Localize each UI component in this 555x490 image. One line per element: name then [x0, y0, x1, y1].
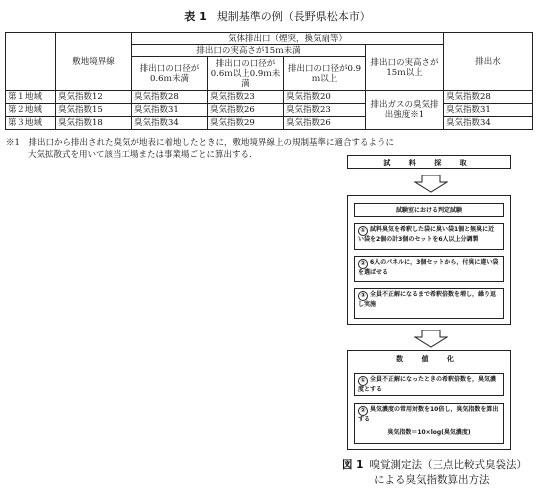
- figure-caption: [342, 458, 552, 488]
- footnote-line2: 大気拡散式を用いて該当工場または事業場ごとに算出する.: [28, 150, 252, 160]
- step-text: 6人のパネルに，3個セットから，付臭に違い袋を選ばせる: [358, 259, 499, 276]
- water-cell: 臭気指数31: [444, 104, 533, 117]
- calc-step-2: [354, 403, 504, 444]
- figure-caption-line2: による臭気指数算出方法: [374, 474, 490, 486]
- diam-06-09-cell: 臭気指数23: [208, 91, 284, 104]
- step-number: ②: [358, 259, 368, 269]
- diam-ge09-cell: 臭気指数26: [284, 117, 366, 130]
- judgement-step-2: [354, 256, 504, 282]
- judgement-test-title: 試験室における判定試験: [354, 203, 504, 217]
- area-cell: 第３地域: [6, 117, 56, 130]
- step-text: 全員不正解になったときの希釈倍数を，臭気濃度とする: [358, 376, 497, 393]
- table-number: 表 1: [184, 10, 207, 23]
- figure-number: 図 1: [342, 459, 364, 471]
- footnote-mark: ※1: [6, 138, 20, 148]
- step-text: 全員不正解になるまで希釈倍数を増し，繰り返し実施: [358, 291, 497, 308]
- step-number: ①: [358, 376, 368, 386]
- step-number: ①: [358, 226, 368, 236]
- boundary-cell: 臭気指数18: [56, 117, 132, 130]
- header-gas-outlet: 気体排出口（煙突，換気扇等）: [132, 33, 444, 45]
- water-cell: 臭気指数28: [444, 91, 533, 104]
- diam-lt06-cell: 臭気指数34: [132, 117, 208, 130]
- area-cell: 第２地域: [6, 104, 56, 117]
- diam-lt06-cell: 臭気指数28: [132, 91, 208, 104]
- figure-caption-line1: 嗅覚測定法（三点比較式臭袋法）: [369, 459, 527, 471]
- header-water: 排出水: [444, 33, 533, 91]
- water-cell: 臭気指数34: [444, 117, 533, 130]
- judgement-step-3: [354, 288, 504, 319]
- header-diam-lt06: 排出口の口径が0.6ｍ未満: [132, 57, 208, 91]
- step-number: ②: [358, 406, 368, 416]
- header-diam-06-09: 排出口の口径が0.6ｍ以上0.9ｍ未満: [208, 57, 284, 91]
- diam-06-09-cell: 臭気指数26: [208, 104, 284, 117]
- boundary-cell: 臭気指数15: [56, 104, 132, 117]
- judgement-step-1: [354, 223, 504, 250]
- diam-lt06-cell: 臭気指数31: [132, 104, 208, 117]
- odor-index-formula: 臭気指数＝10×log(臭気濃度): [387, 429, 471, 436]
- table-corner: [6, 33, 56, 91]
- quantification-title: 数 値 化: [396, 355, 462, 363]
- arrow-down-icon: [414, 330, 448, 348]
- boundary-cell: 臭気指数12: [56, 91, 132, 104]
- diam-ge09-cell: 臭気指数20: [284, 91, 366, 104]
- header-boundary: 敷地境界線: [56, 33, 132, 91]
- footnote-line1: 排出口から排出された臭気が地表に着地したときに，敷地境界線上の規制基準に適合するように: [28, 138, 394, 148]
- sampling-label: 試 料 採 取: [383, 159, 475, 167]
- area-cell: 第１地域: [6, 91, 56, 104]
- header-height-lt15: 排出口の実高さが15ｍ未満: [132, 45, 366, 57]
- step-text: 試料臭気を希釈した袋に臭い袋1個と無臭に近い袋を2個の計3個のセットを6人以上分調製: [358, 226, 495, 243]
- diam-ge09-cell: 臭気指数23: [284, 104, 366, 117]
- step-text: 臭気濃度の常用対数を10倍し，臭気指数を算出する: [358, 406, 499, 423]
- calc-step-1: [354, 373, 504, 396]
- tall-stack-cell: 排出ガスの臭気排出強度※1: [366, 91, 444, 130]
- sampling-box: [347, 155, 511, 169]
- quantification-box: [347, 350, 511, 450]
- header-diam-ge09: 排出口の口径が0.9ｍ以上: [284, 57, 366, 91]
- table-row: [6, 104, 533, 117]
- diam-06-09-cell: 臭気指数29: [208, 117, 284, 130]
- regulation-table: [5, 32, 533, 130]
- table-row: [6, 91, 533, 104]
- table-title-text: 規制基準の例（長野県松本市）: [216, 10, 371, 23]
- arrow-down-icon: [414, 175, 448, 193]
- judgement-test-box: [347, 195, 511, 325]
- header-height-ge15: 排出口の実高さが15ｍ以上: [366, 45, 444, 91]
- table-title: [0, 8, 555, 24]
- step-number: ③: [358, 291, 368, 301]
- table-row: [6, 117, 533, 130]
